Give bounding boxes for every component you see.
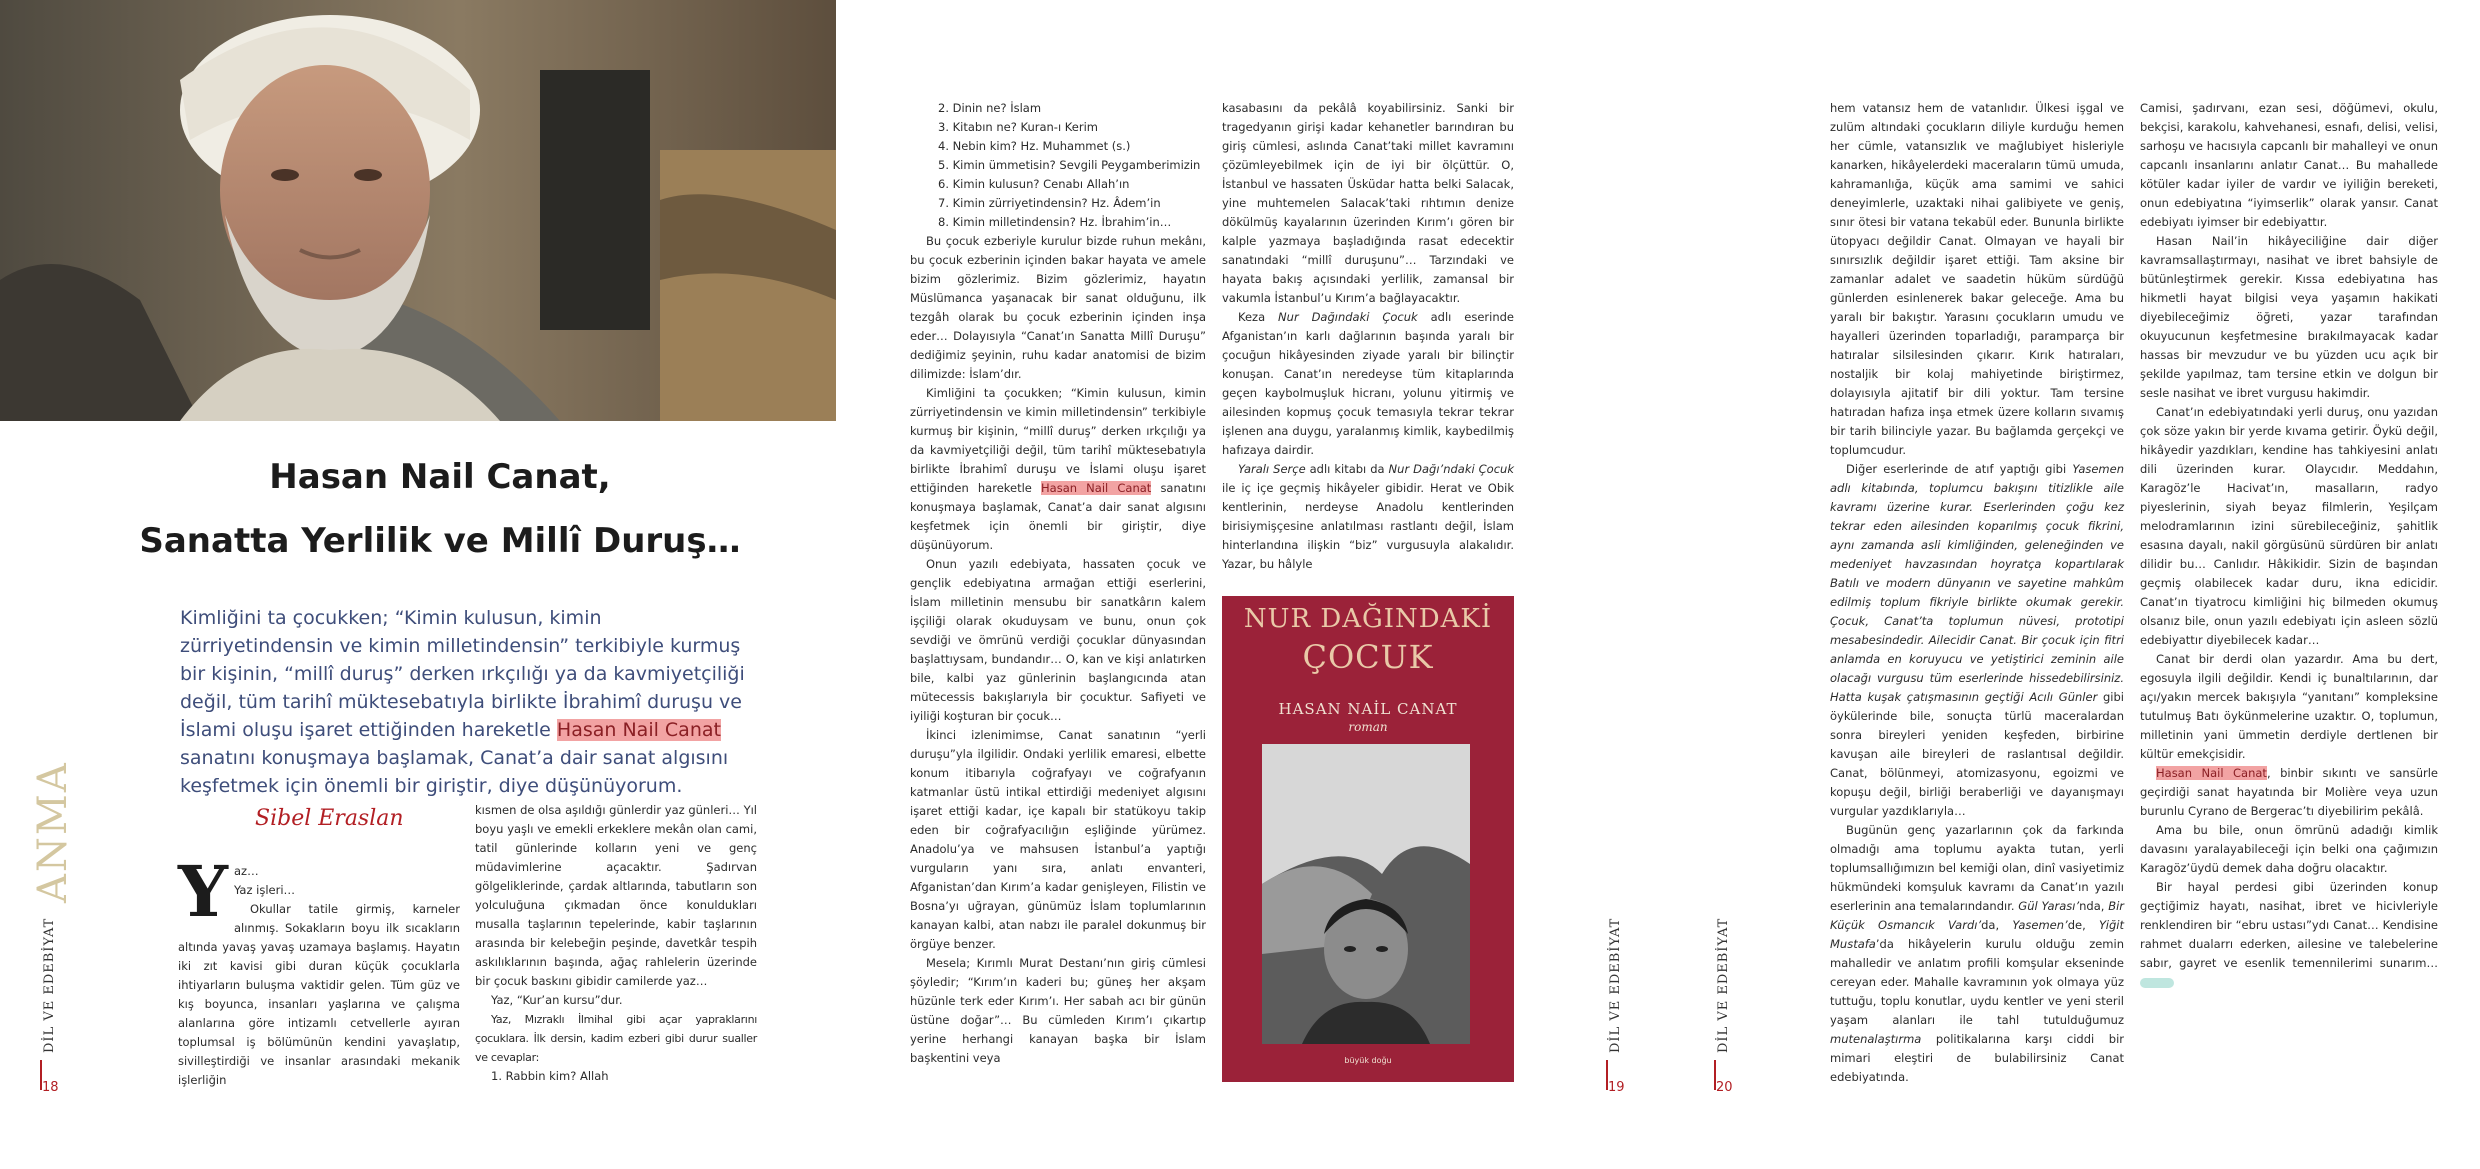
article-title-line-1: Hasan Nail Canat, — [269, 457, 611, 497]
book-cover-title-1: NUR DAĞINDAKİ — [1243, 604, 1493, 634]
col5-p3-c: da, — [1981, 918, 2013, 932]
magazine-label-19: DİL VE EDEBİYAT — [1608, 917, 1623, 1053]
col3-paragraph-3: Onun yazılı edebiyata, hassaten çocuk ve gençlik edebiyatına armağan ettiği eserlerini, İslam milletinin mensubu bir sanatkârın kalem işçiliği olarak okuduysam ve bunu, onun çok sevdiği ve ömrünü verdiği çocuklar dünyasından başlattıysam, bundandır… O, kan ve kişi anlatırken bile, kalbi yaz günlerinin başlangıcında atan mütecessis bakışlarıyla bir çocuktur. Safiyeti ve iyiliği koşturan bir çocuk… — [910, 557, 1206, 723]
col5-p3-b: nda, — [2079, 899, 2109, 913]
article-lead — [180, 604, 750, 800]
body-column-2 — [475, 801, 757, 1086]
col4-p2-a: Keza — [1238, 310, 1279, 324]
list-item: 7. Kimin zürriyetindensin? Hz. Âdem’in — [938, 196, 1161, 210]
col4-p3-b: ile iç içe geçmiş hikâyeler gibidir. Herat ve Obik kentlerinin, nerdeyse Anadolu kentlerinden birisiymişçesine anlatılması rastlantı değil, İslam hinterlandına ilişkin “biz” vurgusuyla alakalıdır. Yazar, bu hâlyle — [1222, 481, 1514, 571]
catechism-list — [910, 99, 1206, 232]
col5-paragraph-3 — [1830, 821, 2124, 1087]
col4-paragraph-3 — [1222, 460, 1514, 574]
author-name: Sibel Eraslan — [255, 806, 404, 831]
lead-text: Kimliğini ta çocukken; “Kimin kulusun, kimin zürriyetindensin ve kimin milletindensin” terkibiyle kurmuş bir kişinin, “millî duruş” derken ırkçılığı ya da kavmiyetçiliği değil, tüm tarihî müktesebatıyla birlikte İbrahimî duruşu ve İslami oluşu işaret ettiğinden hareketle — [180, 607, 745, 741]
col4-paragraph-1: kasabasını da pekâlâ koyabilirsiniz. Sanki bir tragedyanın girişi kadar kehanetler barındıran bu giriş cümlesi, aslında Canat’taki millet kavramını çözümleyebilmek için de iyi bir ölçüttür. O, İstanbul ve hassaten Üsküdar hatta belki Salacak, yine muhtemelen Salacak’taki rıhtımın denize dökülmüş kayalarının üzerinden Kırım’ı gören bir kalple yazmaya başladığında rasat edecektir sanatındaki “millî duruşunu”… Tarzındaki ve hayata bakış açısındaki yerlilik, zamansal bir vakumla İstanbul’u Kırım’a bağlayacaktır. — [1222, 101, 1514, 305]
book-cover-photo — [1262, 744, 1470, 1044]
col6-paragraph-2: Hasan Nail’in hikâyeciliğine dair diğer kavramsallaştırmayı, nasihat ve ibret bahsiyle de bütünleştirmek gerekir. Kıssa edebiyatına has hikmetli hayat bilgisi veya yaşamın hakikati diyebileceğimiz öğreti, yazar tarafından okuyucunun keşfetmesine bırakılmayacak kadar hassas bir mevzudur ve bu yüzden ucu açık bir şekilde yapılmaz, tam tersine etkin ve dolgun bir sesle nasihat ve ibret vurgusu hakimdir. — [2140, 234, 2438, 400]
col6-paragraph-5 — [2140, 764, 2438, 821]
magazine-label-20: DİL VE EDEBİYAT — [1716, 917, 1731, 1053]
col1-paragraph-1: Okullar tatile girmiş, karneler alınmış. Sokakların boyu ilk sıcakların altında yavaş yavaş uzamaya başlamış. Hayatın iki zıt kavisi gibi duran küçük çocuklarla ihtiyarların buluşma vaktidir gelen. Tüm güz ve kış boyunca, insanları yaşlarına ve çalışma alanlarına göre intizamlı cetvellerle ayıran toplumsal iş bölümünün kendini yavaşlatıp, sivilleştirdiği ve insanlar arasındaki mekanik işlerliğin — [178, 902, 460, 1087]
page-number-19: 19 — [1608, 1080, 1625, 1095]
col6-p7-text: Bir hayal perdesi gibi üzerinden konup geçtiğimiz hayatı, nasihat, ibret ve hicivleriyle renklendiren bir “ebru ustası”ydı Canat… Kendisine rahmet dualarrı ederken, ailesine ve talebelerine sabır, gayret ve esenlik temennilerimi sunarım… — [2140, 880, 2438, 970]
book-publisher: büyük doğu — [1344, 1056, 1392, 1065]
col5-p3-f: politikalarına karşı ciddi bir mimari eleştiri de bulabilirsiniz Canat edebiyatında. — [1830, 1032, 2124, 1084]
book-title-ref: Yasemen’ — [2012, 918, 2068, 932]
col2-paragraph-1: kısmen de olsa aşıldığı günlerdir yaz günleri… Yıl boyu yaşlı ve emekli erkeklere mekân olan cami, tatil günlerinde kolların yeni ve genç müdavimlerine açacaktır. Şadırvan gölgeliklerinde, çardak altlarında, tabutların son yolculuğuna çıkmadan önce konuldukları musalla taşlarının tepelerinde, kabir taşlarının arasında bir kelebeğin peşinde, davetkâr tespih askılıklarının başında, ağaç rahlelerin üzerinde bir çocuk baskını gibidir camilerde yaz… — [475, 803, 757, 988]
body-column-6 — [2140, 99, 2438, 992]
col1-line-2: Yaz işleri… — [233, 883, 296, 897]
col5-p3-d: de, — [2067, 918, 2099, 932]
col5-paragraph-2 — [1830, 460, 2124, 821]
list-item: 2. Dinin ne? İslam — [938, 101, 1042, 115]
col5-p3-italic: mutenalaştırma — [1830, 1032, 1922, 1046]
col3-p2-text: Kimliğini ta çocukken; “Kimin kulusun, kimin zürriyetindensin ve kimin milletindensin” terkibiyle kurmuş bir kişinin, “millî duruş” derken ırkçılığı ya da kavmiyetçiliği değil, tüm tarihî müktesebatıyla birlikte İbrahimî duruşu ve İslami oluşu işaret ettiğinden hareketle — [910, 386, 1206, 495]
book-title-ref: Gül Yarası’ — [2018, 899, 2080, 913]
col3-paragraph-4: İkinci izlenimimse, Canat sanatının “yerli duruşu”yla ilgilidir. Ondaki yerlilik emaresi, elbette konum itibarıyla coğrafyayı ve coğrafyanın katmanlar üstü intikal ettirdiği medeniyet algısını işaret ettiği kadar, içe kapalı bir statükoyu takip eden bir coğrafyacılığın eşliğinde yürümez. Anadolu’ya ve mahsusen İstanbul’a yaptığı vurguların yanı sıra, anlatı envanteri, Afganistan’dan Kırım’a kadar genişleyen, Filistin ve Bosna’yı uğrayan, günümüz İslam toplumlarının kanayan kalbi, atan nabzı ile paralel dokunmuş bir örgüye benzer. — [910, 728, 1206, 951]
list-item: 4. Nebin kim? Hz. Muhammet (s.) — [938, 139, 1131, 153]
body-column-5 — [1830, 99, 2124, 1087]
col4-p3-a: adlı kitabı da — [1305, 462, 1389, 476]
list-item: 3. Kitabın ne? Kuran-ı Kerim — [938, 120, 1098, 134]
book-cover-author: HASAN NAİL CANAT — [1278, 700, 1458, 718]
col6-paragraph-7 — [2140, 878, 2438, 992]
name-highlight: Hasan Nail Canat — [2156, 766, 2267, 780]
book-cover-title-2: ÇOCUK — [1302, 638, 1434, 676]
book-title-ref: Yiğit Mustafa — [1830, 918, 2124, 951]
col6-paragraph-1: Camisi, şadırvanı, ezan sesi, döğümevi, okulu, bekçisi, karakolu, kahvehanesi, esnafı, delisi, velisi, sarhoşu ve hacısıyla capcanlı bir mahalleyi ve onun capcanlı insanlarını anlatır Canat… Bu mahallede kötüler kadar iyiler de vardır ve iyiliğin bereketi, onun edebiyatına “iyimserlik” olarak yansır. Canat edebiyatı iyimser bir edebiyattır. — [2140, 101, 2438, 229]
col2-paragraph-2: Yaz, “Kur’an kursu”dur. — [491, 993, 623, 1007]
section-label: ANMA — [30, 761, 76, 903]
list-item: 6. Kimin kulusun? Cenabı Allah’ın — [938, 177, 1130, 191]
col3-p2-text-end: sanatını konuşmaya başlamak, Canat’a dair sanat algısını keşfetmek için önemli bir giriştir, diye düşünüyorum. — [910, 481, 1207, 552]
col5-p2-b: gibi öykülerinde bile, sonuçta türlü maceralardan sonra bireyleri yeniden keşfeden, birbirine kavuşan aile bireyleri de raslantısal değildir. Canat, bölünmeyi, atomizasyonu, egoizmi ve kopuşu değil, birliği beraberliği ve dayanışmayı vurgular yazdıklarıyla… — [1830, 690, 2124, 818]
col4-p2-b: adlı eserinde Afganistan’ın karlı dağlarının başında yaralı bir çocuğun hikâyesinden ziyade yaralı bir bilinçtir konuşan. Canat’ın neredeyse tüm kitaplarında geçen kaybolmuşluk hicranı, yolunu yitirmiş ve ailesinden kopmuş çocuk temasıyla tekrar tekrar işlenen ana duygu, yaralanmış kimlik, kaybedilmiş hafızaya dairdir. — [1222, 310, 1515, 457]
col2-paragraph-4: 1. Rabbin kim? Allah — [491, 1069, 609, 1083]
lead-text-end: sanatını konuşmaya başlamak, Canat’a dair sanat algısını keşfetmek için önemli bir giriştir, diye düşünüyorum. — [180, 747, 729, 797]
book-title-ref: Nur Dağı’ndaki Çocuk — [1388, 462, 1514, 476]
end-mark-icon — [2140, 978, 2174, 988]
col6-p5-b: , binbir sıkıntı ve sansürle geçirdiği sanat hayatında bir Molière veya uzun burunlu Cyrano de Bergerac’tı diyebilirim pekâlâ. — [2140, 766, 2439, 818]
col5-paragraph-1: hem vatansız hem de vatanlıdır. Ülkesi işgal ve zulüm altındaki çocukların diliyle kurduğu hemen her cümle, vatansızlık ve mağlubiyet hisleriyle kanarken, hikâyelerdeki maceraların tümü umuda, kahramanlığa, küçük ama samimi ve sahici deneyimlerle, uzaktaki nihai galibiyete ve geniş, sınır ötesi bir vatana tekabül eder. Bununla birlikte ütopyacı değildir Canat. Olmayan ve hayali bir sınırsızlık değildir işaret ettiği. Tam aksine bir zamanlar adalet ve saadetin hüküm sürdüğü günlerden esinlenerek bakar geleceğe. Ama bu yaralı bir bakıştır. Yarasını çocukların umudu ve hayalleri üzerinden toparladığı, paramparça bir hatıralar silsilesinden çıkarır. Kırık hatıraları, nostaljik bir kolaj mahiyetinde biriştirmez, dolayısıyla ajitatif bir dili yoktur. Tam tersine hatıradan hafıza inşa etmek üzere kolların sıvamış bir tarih bilinciyle yazar. Bu bağlamda gerçekçi ve toplumcudur. — [1830, 101, 2124, 457]
col6-paragraph-3: Canat’ın edebiyatındaki yerli duruş, onu yazıdan çok söze yakın bir yerde kıvama getirir. Öykü değil, hikâyedir yazdıkları, kendine has tahkiyesini anlatı dili üzerinden kurar. Olaycıdır. Meddahın, Karagöz’le Hacivat’ın, masalların, radyo piyeslerinin, siyah beyaz filmlerin, Yeşilçam melodramlarının izini sürebileceğiniz, şahitlik esasına dayalı, nakil görgüsünü sürdüren bir anlatı dilidir bu… Canlıdır. Hâkikidir. Sizin de başından geçmiş olabilecek kadar duru, ikna edicidir. Canat’ın tiyatrocu kimliğini hiç bilmeden okumuş olsanız bile, onun yazılı edebiyatı için asleen sözlü edebiyattır diyebilecek kadar… — [2140, 405, 2438, 647]
body-column-1 — [178, 850, 460, 1090]
col5-p2-a: Diğer eserlerinde de atıf yaptığı gibi — [1846, 462, 2073, 476]
col5-p2-italic: Yasemen adlı kitabında, toplumcu bakışını titizlikle aile kavramı üzerine kurar. Eserlerinden çoğu kez tekrar eden ailesinden koparılmış çocuk fikrini, aynı zamanda asli kimliğinden, geleneğinden ve medeniyet havzasından hoyratça kopartılarak Batılı ve modern dünyanın ve sayetine mahkûm edilmiş toplum fikriyle birlikte okumak gerekir. Çocuk, Canat’ta toplumun nüvesi, prototipi mesabesindedir. Ailecidir Canat. Bir çocuk için fitri anlamda en koruyucu ve yetiştirici zeminin aile olacağı vurgusu tüm eserlerinde hissedebilirsiniz. Hatta kuşak çatışmasının geçtiği Acılı Günler — [1830, 462, 2124, 704]
book-title-ref: Yaralı Serçe — [1238, 462, 1306, 476]
col2-paragraph-3: Yaz, Mızraklı İlmihal gibi açar yapraklarını çocuklara. İlk dersin, kadim ezberi gibi durur sualler ve cevaplar: — [475, 1013, 757, 1064]
page-number-20: 20 — [1716, 1080, 1733, 1095]
body-column-4 — [1222, 99, 1514, 574]
book-cover — [1222, 596, 1514, 1082]
col1-line-1: az… — [233, 864, 259, 878]
col4-paragraph-2 — [1222, 308, 1514, 460]
article-title-line-2: Sanatta Yerlilik ve Millî Duruş… — [139, 521, 741, 561]
col3-paragraph-1: Bu çocuk ezberiyle kurulur bizde ruhun mekânı, bu çocuk ezberinin içinden bakar hayata ve amele bizim gözlerimiz. Bizim gözlerimiz, hayatın Müslümanca yaşanacak bir sanat olduğunu, ilk tezgâh olarak bu çocuk ezberinin içinden inşa eder… Dolayısıyla “Canat’ın Sanatta Millî Duruşu” dediğimiz şeyinin, ruhu kadar anatomisi de bizim dilimizde: İslam’dır. — [910, 234, 1206, 381]
boy-illustration — [1262, 744, 1470, 1044]
col5-p3-a: Bugünün genç yazarlarının çok da farkında olmadığı ama toplumu ayakta tutan, yerli toplumsallığımızın bel kemiği olan, dinî vasiyetimiz hükmündeki komşuluk kavramı da Canat’ın yazılı eserlerinin ana temalarındandır. — [1830, 823, 2124, 913]
book-cover-genre: roman — [1348, 720, 1388, 734]
page-number-18: 18 — [42, 1080, 59, 1095]
book-title-ref: Bir Küçük Osmancık Vardı’ — [1830, 899, 2124, 932]
list-item: 5. Kimin ümmetisin? Sevgili Peygamberimizin — [938, 158, 1201, 172]
lead-highlight: Hasan Nail Canat — [556, 719, 721, 741]
portrait-photo — [0, 0, 836, 421]
name-highlight: Hasan Nail Canat — [1041, 481, 1152, 495]
col3-paragraph-2 — [910, 384, 1206, 555]
col6-paragraph-6: Ama bu bile, onun ömrünü adadığı kimlik davasını yaralayabileceği için belki ona çağımızın Karagöz’üydü demek daha doğru olacaktır. — [2140, 823, 2438, 875]
portrait-illustration — [0, 0, 836, 421]
book-title-ref: Nur Dağındaki Çocuk — [1278, 310, 1418, 324]
col3-paragraph-5: Mesela; Kırımlı Murat Destanı’nın giriş cümlesi şöyledir; “Kırım’ın kaderi bu; güneş her akşam hüzünle terk eder Kırım’ı. Her sabah acı bir günün üstüne doğar”… Bu cümleden Kırım’ı çıkartıp yerine herhangi kanayan başka bir İslam başkentini veya — [910, 956, 1206, 1065]
body-column-3 — [910, 99, 1206, 1068]
col6-paragraph-4: Canat bir derdi olan yazardır. Ama bu dert, egosuyla ilgili değildir. Kendi iç bunaltılarının, dar açı/yakın mercek bakışıyla “yanıtanı” kompleksine tutulmuş Batı öykünmelerine uzaktır. O, toplumun, milletinin yani ümmetin derdiyle dertlenen bir kültür emekçisidir. — [2140, 652, 2438, 761]
drop-cap: Y — [178, 850, 228, 933]
list-item: 8. Kimin milletindensin? Hz. İbrahim’in… — [938, 215, 1172, 229]
col5-p3-e: ’da hikâyelerin kurulu olduğu zemin mahalledir ve anlatım profili komşular ekseninde cereyan eder. Mahalle kavramının yok olmaya yüz tuttuğu, toplu konutlar, uydu kentler ve yeni steril yaşam alanları ile tahl tutulduğumuz — [1830, 937, 2124, 1027]
magazine-label-left: DİL VE EDEBİYAT — [42, 917, 57, 1053]
